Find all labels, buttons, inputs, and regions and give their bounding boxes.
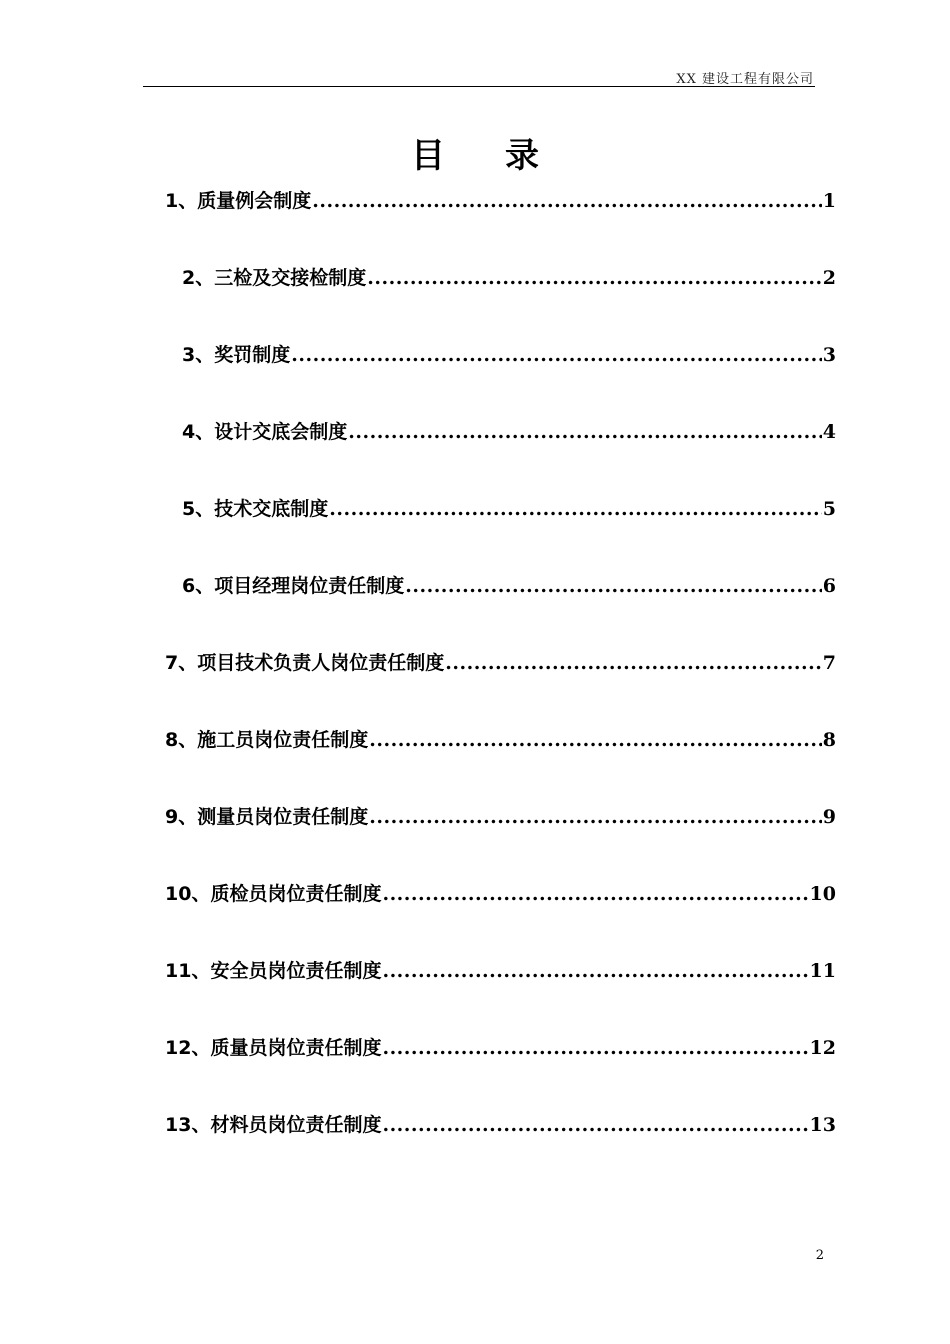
- toc-entry[interactable]: [182, 340, 836, 368]
- page-number: 2: [815, 1248, 824, 1263]
- toc-leader-dots: [369, 806, 822, 828]
- toc-entry-label: 12、质量员岗位责任制度: [165, 1037, 382, 1059]
- toc-entry-label: 3、奖罚制度: [182, 344, 291, 366]
- toc-leader-dots: [291, 344, 822, 366]
- toc-entry[interactable]: [182, 263, 836, 291]
- toc-leader-dots: [382, 1037, 808, 1059]
- toc-leader-dots: [382, 883, 808, 905]
- toc-entry[interactable]: [165, 725, 836, 753]
- toc-entry-page: 10: [809, 883, 836, 905]
- toc-leader-dots: [382, 960, 808, 982]
- toc-entry-label: 5、技术交底制度: [182, 498, 329, 520]
- toc-entry-page: 9: [822, 806, 836, 828]
- toc-entry-page: 5: [822, 498, 836, 520]
- toc-entry-label: 11、安全员岗位责任制度: [165, 960, 382, 982]
- toc-entry-label: 6、项目经理岗位责任制度: [182, 575, 405, 597]
- toc-leader-dots: [348, 421, 822, 443]
- toc-leader-dots: [369, 729, 822, 751]
- toc-entry[interactable]: [165, 802, 836, 830]
- toc-entry-label: 9、测量员岗位责任制度: [165, 806, 369, 828]
- toc-leader-dots: [312, 190, 822, 212]
- toc-entry[interactable]: [165, 648, 836, 676]
- toc-entry-page: 2: [822, 267, 836, 289]
- toc-entry[interactable]: [165, 1110, 836, 1138]
- toc-entry[interactable]: [182, 571, 836, 599]
- toc-entry-page: 1: [822, 190, 836, 212]
- toc-leader-dots: [329, 498, 822, 520]
- toc-entry[interactable]: [165, 186, 836, 214]
- toc-entry-label: 1、质量例会制度: [165, 190, 312, 212]
- toc-entry-page: 13: [809, 1114, 836, 1136]
- toc-entry-label: 4、设计交底会制度: [182, 421, 348, 443]
- toc-leader-dots: [405, 575, 822, 597]
- header-divider: [143, 86, 815, 87]
- toc-entry[interactable]: [165, 879, 836, 907]
- toc-entry[interactable]: [182, 494, 836, 522]
- toc-title: 目录: [411, 136, 599, 176]
- toc-entry-label: 10、质检员岗位责任制度: [165, 883, 382, 905]
- toc-entry-label: 7、项目技术负责人岗位责任制度: [165, 652, 445, 674]
- toc-entry-label: 2、三检及交接检制度: [182, 267, 367, 289]
- toc-entry[interactable]: [182, 417, 836, 445]
- toc-leader-dots: [445, 652, 822, 674]
- toc-entry[interactable]: [165, 956, 836, 984]
- toc-entry-label: 8、施工员岗位责任制度: [165, 729, 369, 751]
- toc-entry-page: 8: [822, 729, 836, 751]
- toc-entry-page: 3: [822, 344, 836, 366]
- toc-entry-page: 7: [822, 652, 836, 674]
- toc-entry-label: 13、材料员岗位责任制度: [165, 1114, 382, 1136]
- toc-entry-page: 11: [809, 960, 836, 982]
- company-name: XX 建设工程有限公司: [676, 72, 814, 87]
- toc-leader-dots: [382, 1114, 808, 1136]
- toc-leader-dots: [367, 267, 822, 289]
- toc-entry-page: 12: [809, 1037, 836, 1059]
- toc-entry-page: 6: [822, 575, 836, 597]
- toc-entry[interactable]: [165, 1033, 836, 1061]
- toc-entry-page: 4: [822, 421, 836, 443]
